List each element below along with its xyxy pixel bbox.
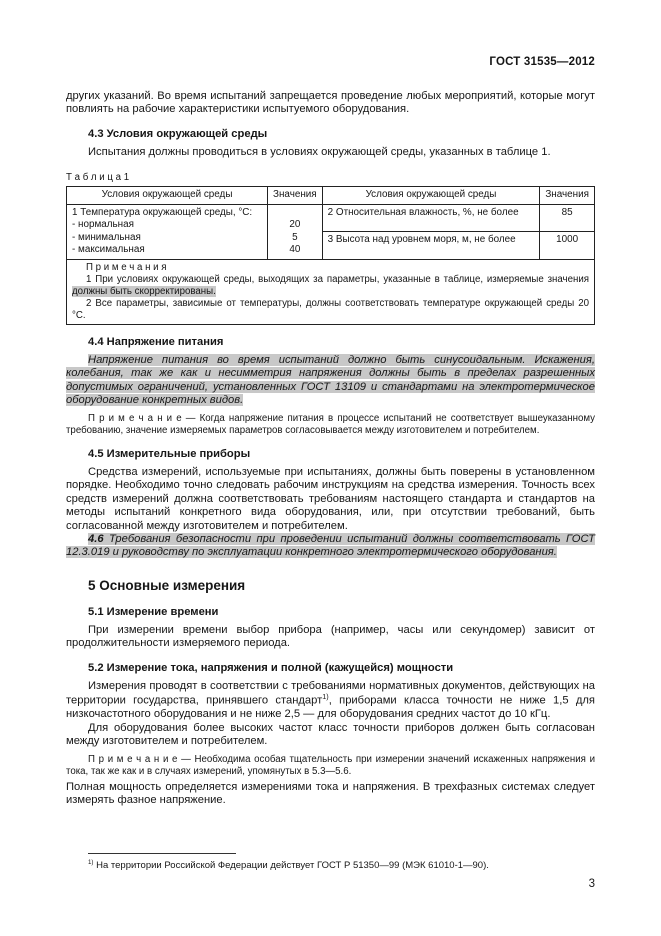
table-note-1: [72, 274, 589, 298]
highlighted-text: [66, 533, 595, 558]
humidity-label-cell: 2 Относительная влажность, %, не более: [322, 204, 540, 231]
table-note-1-text: 1 При условиях окружающей среды, выходящих за параметры, указанные в таблице, измеряемые значения: [86, 273, 589, 285]
footnote-body: На территории Российской Федерации действует ГОСТ Р 51350—99 (МЭК 61010-1—90).: [93, 860, 489, 872]
spacer: [273, 207, 317, 220]
temperature-row-value: 20: [289, 219, 301, 231]
doc-code: ГОСТ 31535—2012: [489, 56, 595, 68]
table-notes-row: [67, 259, 595, 324]
footnote-marker: 1): [88, 858, 94, 866]
table-caption: Т а б л и ц а 1: [66, 172, 130, 184]
column-header-values-left: Значения: [268, 187, 323, 204]
highlighted-text: Напряжение питания во время испытаний должно быть синусоидальным. Искажения, колебания, так же как и несимметрия напряжения должны быть в пределах разрешенных допустимых ограничений, установленных ГОСТ 13109 и стандартами на электротермическое оборудование конкретных видов.: [66, 354, 595, 407]
section-5-2-p1: [66, 680, 595, 722]
section-4-5-heading: 4.5 Измерительные приборы: [88, 447, 251, 460]
section-5-1-heading: 5.1 Измерение времени: [88, 605, 219, 618]
highlighted-text: должны быть скорректированы.: [72, 285, 216, 297]
temperature-cell: [67, 204, 268, 259]
section-4-3-heading: 4.3 Условия окружающей среды: [88, 127, 268, 140]
section-5-2-p1-text: , приборами класса точности не ниже 1,5 для низкочастотного оборудования и не ниже 2,5 — для оборудования средних частот до 10 кГц.: [66, 694, 595, 721]
temperature-row-value: 40: [289, 244, 301, 256]
section-4-6-paragraph: [66, 533, 595, 560]
section-5-2-p3: Полная мощность определяется измерениями тока и напряжения. В трехфазных системах следует измерять фазное напряжение.: [66, 780, 595, 807]
section-4-6-text: Требования безопасности при проведении испытаний должны соответствовать ГОСТ 12.3.019 и руководству по эксплуатации конкретного электротермического оборудования.: [66, 533, 595, 559]
section-5-heading: 5 Основные измерения: [88, 577, 246, 593]
page-number: 3: [588, 878, 595, 890]
altitude-value-cell: 1000: [540, 232, 595, 259]
section-5-1-body: При измерении времени выбор прибора (например, часы или секундомер) зависит от продолжительности измеряемого периода.: [66, 623, 595, 650]
footnote-block: [66, 853, 595, 872]
table-header-row: [67, 187, 595, 204]
section-5-2-p1-text: Измерения проводят в соответствии с требованиями нормативных документов, действующих на территории государства, принявшего стандарт: [66, 679, 595, 707]
footnote-rule: [88, 853, 236, 854]
temperature-row-label: - минимальная: [72, 231, 141, 243]
section-5-2-p2: Для оборудования более высоких частот класс точности приборов должен быть согласован между изготовителем и потребителем.: [66, 721, 595, 748]
page-content: [66, 56, 595, 808]
table-notes-title: П р и м е ч а н и я: [86, 261, 167, 273]
table-row: [67, 204, 595, 231]
section-5-2-heading: 5.2 Измерение тока, напряжения и полной (кажущейся) мощности: [88, 661, 454, 674]
section-4-3-body: Испытания должны проводиться в условиях окружающей среды, указанных в таблице 1.: [88, 145, 551, 158]
section-4-4-note: П р и м е ч а н и е — Когда напряжение питания в процессе испытаний не соответствует вышеуказанному требованию, значение измеряемых параметров согласовывается между изготовителем и потребителем.: [66, 412, 595, 436]
altitude-label-cell: 3 Высота над уровнем моря, м, не более: [322, 232, 540, 259]
section-5-2-note: П р и м е ч а н и е — Необходима особая тщательность при измерении значений искаженных напряжения и тока, так же как и в случаях измерений, упомянутых в 5.3—5.6.: [66, 753, 595, 777]
section-4-5-body: Средства измерений, используемые при испытаниях, должны быть поверены в установленном порядке. Необходимо точно следовать рабочим инструкциям на средства измерения. Точность всех средств измерений должна соответствовать требованиям настоящего стандарта и стандартов на методы испытаний конкретного вида оборудования, или, при отсутствии требований, быть согласованной между изготовителем и потребителем.: [66, 465, 595, 532]
footnote-reference-mark: 1): [322, 692, 329, 702]
section-4-4-body: [66, 354, 595, 408]
section-4-6-number: 4.6: [88, 533, 104, 546]
footnote-text: [66, 859, 595, 872]
temperature-row-label: - нормальная: [72, 219, 134, 231]
table-notes-cell: [67, 259, 595, 324]
temperature-row-label: - максимальная: [72, 244, 145, 256]
temperature-row-value: 5: [292, 231, 298, 243]
table-1: [66, 186, 595, 325]
intro-paragraph: других указаний. Во время испытаний запрещается проведение любых мероприятий, которые могут повлиять на рабочие характеристики испытуемого оборудования.: [66, 90, 595, 116]
temperature-title: 1 Температура окружающей среды, °С:: [72, 206, 253, 218]
column-header-values-right: Значения: [540, 187, 595, 204]
column-header-conditions-right: Условия окружающей среды: [322, 187, 540, 204]
column-header-conditions-left: Условия окружающей среды: [67, 187, 268, 204]
temperature-values-cell: [268, 204, 323, 259]
section-4-4-heading: 4.4 Напряжение питания: [88, 336, 224, 349]
humidity-value-cell: 85: [540, 204, 595, 231]
table-note-2: 2 Все параметры, зависимые от температуры, должны соответствовать температуре окружающей среды 20 °С.: [72, 297, 589, 321]
